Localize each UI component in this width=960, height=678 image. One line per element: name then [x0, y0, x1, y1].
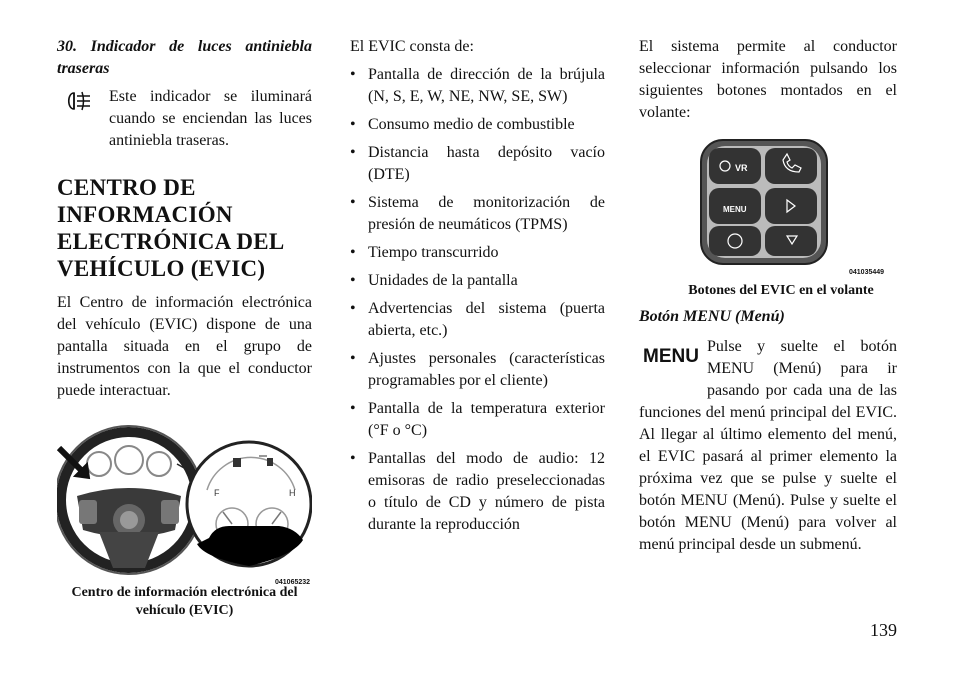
list-item: • Ajustes personales (características programables por el cliente)	[350, 348, 605, 392]
menu-text: Pulse y suelte el botón MENU (Menú) para ir pasando por cada una de las funciones del menú principal del EVIC. Al llegar al último elemento del menú, el EVIC pasará al primer elemento la próxima vez que se pulse y suelte el botón MENU (Menú). Pulse y suelte el botón MENU (Menú) para volver al menú principal desde un submenú.	[639, 338, 897, 553]
evic-illustration	[57, 420, 312, 580]
page-number: 139	[870, 620, 897, 640]
column-left	[57, 36, 312, 620]
evic-buttons-figure	[699, 138, 899, 278]
gauge-f-label: F	[214, 488, 220, 498]
column-right	[639, 36, 897, 556]
evic-figure	[57, 420, 312, 584]
figure-number: 041065232	[275, 579, 311, 586]
list-item: • Pantalla de la temperatura exterior (°F o °C)	[350, 398, 605, 442]
list-item: • Pantallas del modo de audio: 12 emisoras de radio preseleccionadas o título de CD y número de pista durante la reproducción	[350, 448, 605, 536]
steering-buttons-illustration	[699, 138, 829, 268]
evic-intro: El Centro de información electrónica del vehículo (EVIC) dispone de una pantalla situada en el grupo de instrumentos con la que el conductor puede interactuar.	[57, 294, 312, 399]
vr-button-label: VR	[735, 163, 748, 173]
list-item: • Advertencias del sistema (puerta abierta, etc.)	[350, 298, 605, 342]
menu-button-label: MENU	[723, 205, 747, 214]
column-middle	[350, 36, 605, 542]
list-item: • Consumo medio de combustible	[350, 114, 605, 136]
indicator-block	[57, 86, 312, 152]
menu-section-title: Botón MENU (Menú)	[639, 308, 785, 325]
evic-feature-list	[350, 64, 605, 536]
list-item: • Sistema de monitorización de presión de neumáticos (TPMS)	[350, 192, 605, 236]
figure-caption: Centro de información electrónica del vehículo (EVIC)	[71, 585, 298, 618]
menu-block	[639, 336, 897, 556]
section-heading: CENTRO DE INFORMACIÓN ELECTRÓNICA DEL VEHÍCULO (EVIC)	[57, 175, 284, 281]
rear-fog-light-icon	[63, 90, 93, 112]
menu-button-icon: MENU	[643, 346, 699, 367]
buttons-intro: El sistema permite al conductor seleccionar información pulsando los siguientes botones montados en el volante:	[639, 38, 897, 121]
evic-consists-intro: El EVIC consta de:	[350, 38, 474, 55]
figure-caption: Botones del EVIC en el volante	[688, 283, 874, 298]
indicator-text: Este indicador se iluminará cuando se enciendan las luces antiniebla traseras.	[109, 88, 312, 149]
indicator-title: 30. Indicador de luces antiniebla traseras	[57, 38, 312, 77]
list-item: • Pantalla de dirección de la brújula (N, S, E, W, NE, NW, SE, SW)	[350, 64, 605, 108]
list-item: • Tiempo transcurrido	[350, 242, 605, 264]
gauge-h-label: H	[289, 488, 296, 498]
list-item: • Distancia hasta depósito vacío (DTE)	[350, 142, 605, 186]
list-item: • Unidades de la pantalla	[350, 270, 605, 292]
figure-number: 041035449	[849, 269, 885, 276]
